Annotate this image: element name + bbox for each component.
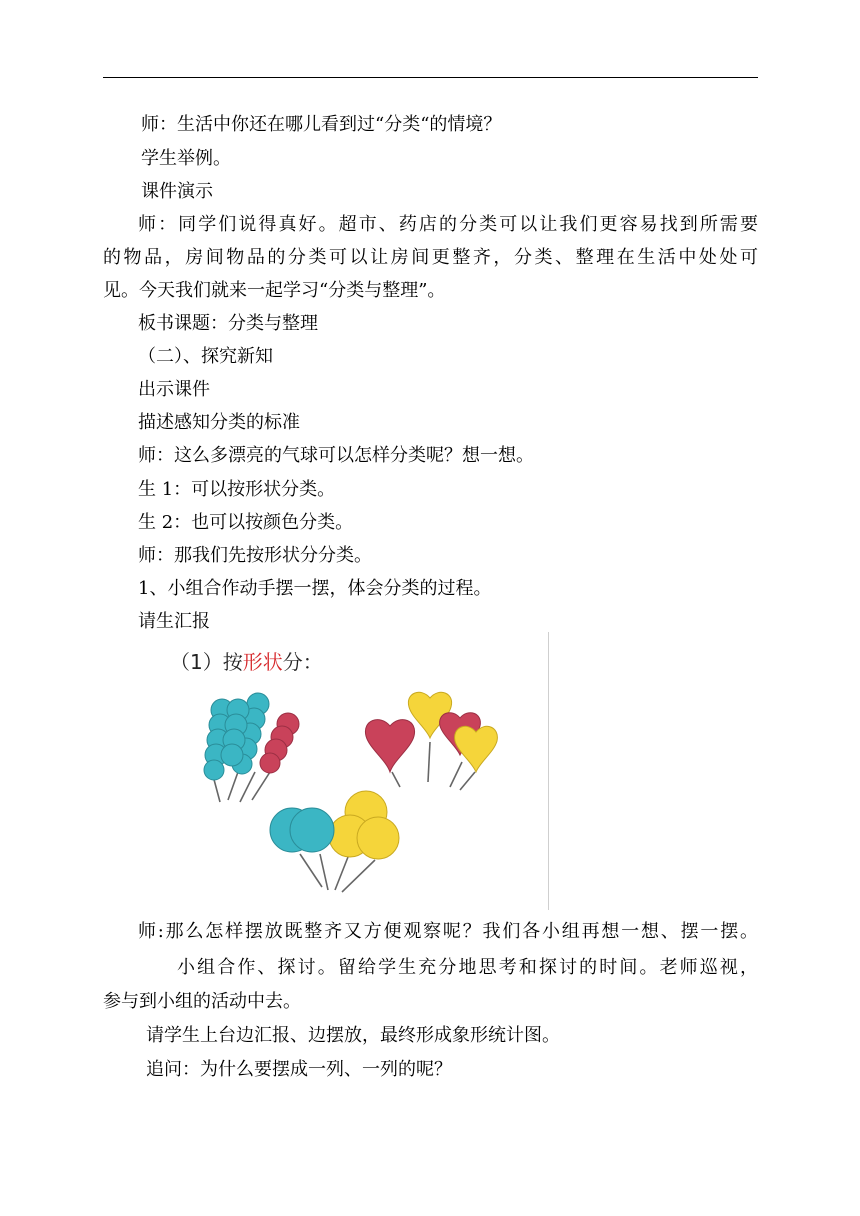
paragraph-line: 小组合作、探讨。留给学生充分地思考和探讨的时间。老师巡视， bbox=[177, 957, 758, 978]
paragraph-line: 出示课件 bbox=[138, 379, 210, 400]
chain-balloons-teal bbox=[204, 693, 269, 780]
paragraph-line: 参与到小组的活动中去。 bbox=[103, 991, 301, 1012]
header-rule bbox=[103, 77, 758, 78]
round-balloons bbox=[270, 791, 399, 859]
paragraph-line: 追问：为什么要摆成一列、一列的呢？ bbox=[146, 1059, 452, 1080]
paragraph-line: 师：同学们说得真好。超市、药店的分类可以让我们更容易找到所需要 bbox=[138, 214, 758, 235]
paragraph-line: 师：这么多漂亮的气球可以怎样分类呢？想一想。 bbox=[138, 445, 534, 466]
chain-balloon-crimson bbox=[260, 713, 299, 773]
paragraph-line: 1、小组合作动手摆一摆，体会分类的过程。 bbox=[138, 578, 492, 599]
section-title: 板书课题：分类与整理 bbox=[138, 313, 318, 334]
paragraph-line: 请学生上台边汇报、边摆放，最终形成象形统计图。 bbox=[146, 1025, 560, 1046]
paragraph-line: 课件演示 bbox=[141, 181, 213, 202]
paragraph-line: 描述感知分类的标准 bbox=[138, 412, 300, 433]
paragraph-line: 生 2：也可以按颜色分类。 bbox=[138, 512, 354, 533]
balloons-illustration bbox=[130, 632, 550, 912]
paragraph-line: 生 1：可以按形状分类。 bbox=[138, 479, 336, 500]
section-heading: （二）、探究新知 bbox=[138, 346, 273, 367]
balloon-figure bbox=[130, 632, 550, 912]
paragraph-line: 的物品，房间物品的分类可以让房间更整齐，分类、整理在生活中处处可 bbox=[103, 247, 758, 268]
paragraph-line: 请生汇报 bbox=[138, 611, 210, 632]
figure-title: （1）按形状分： bbox=[170, 650, 323, 674]
paragraph-line: 师：那我们先按形状分分类。 bbox=[138, 545, 372, 566]
paragraph-line: 师：生活中你还在哪儿看到过“分类“的情境？ bbox=[141, 114, 502, 135]
paragraph-line: 学生举例。 bbox=[141, 148, 231, 169]
paragraph-line: 见。今天我们就来一起学习“分类与整理”。 bbox=[103, 280, 446, 301]
paragraph-line: 师:那么怎样摆放既整齐又方便观察呢？我们各小组再想一想、摆一摆。 bbox=[138, 921, 758, 942]
heart-balloons bbox=[365, 692, 497, 772]
